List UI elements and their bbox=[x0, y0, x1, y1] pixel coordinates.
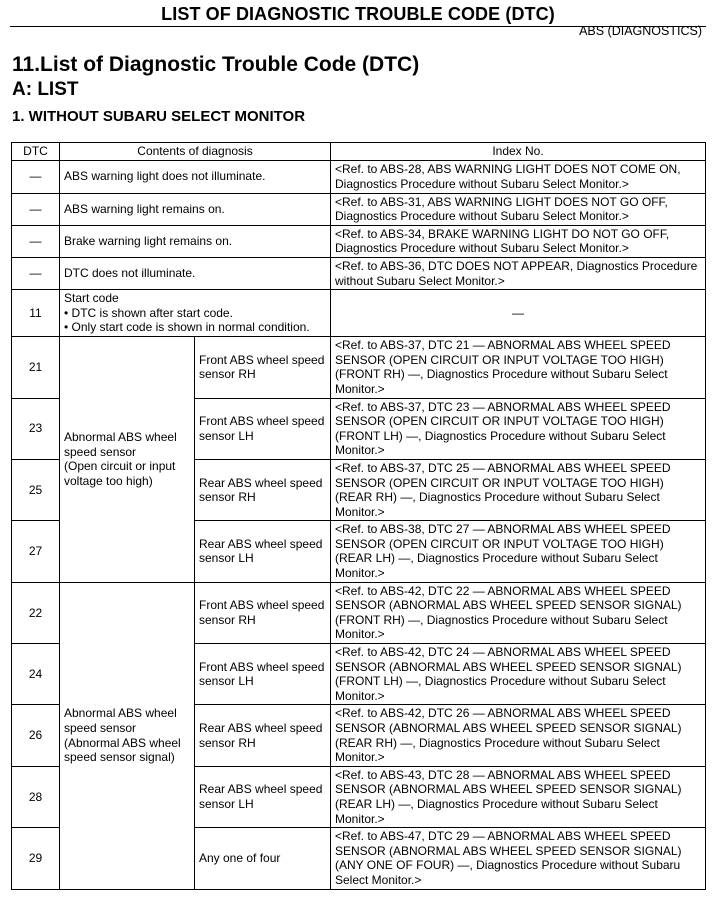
index-reference[interactable]: <Ref. to ABS-34, BRAKE WARNING LIGHT DO NOT GO OFF, Diagnostics Procedure without Subaru Select Monitor.> bbox=[331, 225, 706, 257]
index-reference[interactable]: <Ref. to ABS-42, DTC 22 — ABNORMAL ABS WHEEL SPEED SENSOR (ABNORMAL ABS WHEEL SPEED SENSOR SIGNAL) (FRONT RH) —, Diagnostics Procedure without Subaru Select Monitor.> bbox=[331, 582, 706, 643]
dtc-cell: — bbox=[12, 257, 60, 289]
table-row bbox=[12, 193, 706, 225]
group-label-cell bbox=[60, 337, 195, 583]
group-label: Abnormal ABS wheel speed sensor bbox=[64, 706, 177, 735]
section-tag: ABS (DIAGNOSTICS) bbox=[579, 24, 702, 38]
index-reference[interactable]: <Ref. to ABS-42, DTC 26 — ABNORMAL ABS WHEEL SPEED SENSOR (ABNORMAL ABS WHEEL SPEED SENSOR SIGNAL) (REAR RH) —, Diagnostics Procedure without Subaru Select Monitor.> bbox=[331, 705, 706, 766]
group-sublabel: (Abnormal ABS wheel speed sensor signal) bbox=[64, 735, 181, 765]
dtc-cell: 24 bbox=[12, 644, 60, 705]
dtc-cell: — bbox=[12, 160, 60, 193]
sensor-cell: Rear ABS wheel speed sensor RH bbox=[195, 705, 331, 766]
table-header-row bbox=[12, 143, 706, 161]
table-row bbox=[12, 582, 706, 643]
start-code-note: • DTC is shown after start code. bbox=[64, 305, 233, 320]
heading-main: 11.List of Diagnostic Trouble Code (DTC) bbox=[12, 53, 420, 76]
sensor-cell: Front ABS wheel speed sensor LH bbox=[195, 644, 331, 705]
sensor-cell: Front ABS wheel speed sensor LH bbox=[195, 398, 331, 459]
index-reference[interactable]: <Ref. to ABS-37, DTC 23 — ABNORMAL ABS WHEEL SPEED SENSOR (OPEN CIRCUIT OR INPUT VOLTAGE TOO HIGH) (FRONT LH) —, Diagnostics Procedure without Subaru Select Monitor.> bbox=[331, 398, 706, 459]
dtc-cell: 23 bbox=[12, 398, 60, 459]
index-reference[interactable]: <Ref. to ABS-43, DTC 28 — ABNORMAL ABS WHEEL SPEED SENSOR (ABNORMAL ABS WHEEL SPEED SENSOR SIGNAL) (REAR LH) —, Diagnostics Procedure without Subaru Select Monitor.> bbox=[331, 766, 706, 827]
dtc-cell: 27 bbox=[12, 521, 60, 582]
contents-cell: DTC does not illuminate. bbox=[60, 257, 331, 289]
group-sublabel: (Open circuit or input voltage too high) bbox=[64, 459, 176, 488]
dtc-cell: 22 bbox=[12, 582, 60, 643]
start-code-note: • Only start code is shown in normal condition. bbox=[64, 320, 310, 335]
index-reference[interactable]: <Ref. to ABS-31, ABS WARNING LIGHT DOES NOT GO OFF, Diagnostics Procedure without Subaru Select Monitor.> bbox=[331, 193, 706, 225]
contents-cell: ABS warning light remains on. bbox=[60, 193, 331, 225]
dtc-cell: 25 bbox=[12, 459, 60, 520]
start-code-label: Start code bbox=[64, 291, 119, 306]
sensor-cell: Front ABS wheel speed sensor RH bbox=[195, 582, 331, 643]
index-reference[interactable]: <Ref. to ABS-28, ABS WARNING LIGHT DOES NOT COME ON, Diagnostics Procedure without Subaru Select Monitor.> bbox=[331, 160, 706, 193]
page-header bbox=[0, 0, 716, 46]
contents-cell: ABS warning light does not illuminate. bbox=[60, 160, 331, 193]
sensor-cell: Rear ABS wheel speed sensor RH bbox=[195, 459, 331, 520]
table-row bbox=[12, 257, 706, 289]
heading-subsection: 1. WITHOUT SUBARU SELECT MONITOR bbox=[12, 108, 306, 125]
index-reference: — bbox=[331, 290, 706, 337]
dtc-cell: 11 bbox=[12, 290, 60, 337]
table-row bbox=[12, 290, 706, 337]
column-header-index: Index No. bbox=[331, 143, 706, 161]
document-title: LIST OF DIAGNOSTIC TROUBLE CODE (DTC) bbox=[161, 4, 555, 24]
sensor-cell: Any one of four bbox=[195, 828, 331, 889]
index-reference[interactable]: <Ref. to ABS-36, DTC DOES NOT APPEAR, Diagnostics Procedure without Subaru Select Monitor.> bbox=[331, 257, 706, 289]
dtc-cell: 21 bbox=[12, 337, 60, 398]
index-reference[interactable]: <Ref. to ABS-37, DTC 21 — ABNORMAL ABS WHEEL SPEED SENSOR (OPEN CIRCUIT OR INPUT VOLTAGE TOO HIGH) (FRONT RH) —, Diagnostics Procedure without Subaru Select Monitor.> bbox=[331, 337, 706, 398]
sensor-cell: Rear ABS wheel speed sensor LH bbox=[195, 521, 331, 582]
table-row bbox=[12, 160, 706, 193]
dtc-cell: 28 bbox=[12, 766, 60, 827]
table-row bbox=[12, 337, 706, 398]
dtc-table bbox=[11, 142, 706, 890]
heading-list: A: LIST bbox=[12, 79, 79, 100]
dtc-cell: — bbox=[12, 193, 60, 225]
contents-cell: Brake warning light remains on. bbox=[60, 225, 331, 257]
group-label-cell bbox=[60, 582, 195, 889]
column-header-dtc: DTC bbox=[12, 143, 60, 161]
dtc-cell: 26 bbox=[12, 705, 60, 766]
index-reference[interactable]: <Ref. to ABS-42, DTC 24 — ABNORMAL ABS WHEEL SPEED SENSOR (ABNORMAL ABS WHEEL SPEED SENSOR SIGNAL) (FRONT LH) —, Diagnostics Procedure without Subaru Select Monitor.> bbox=[331, 644, 706, 705]
dtc-cell: 29 bbox=[12, 828, 60, 889]
table-row bbox=[12, 225, 706, 257]
index-reference[interactable]: <Ref. to ABS-47, DTC 29 — ABNORMAL ABS WHEEL SPEED SENSOR (ABNORMAL ABS WHEEL SPEED SENSOR SIGNAL) (ANY ONE OF FOUR) —, Diagnostics Procedure without Subaru Select Monitor.> bbox=[331, 828, 706, 889]
index-reference[interactable]: <Ref. to ABS-38, DTC 27 — ABNORMAL ABS WHEEL SPEED SENSOR (OPEN CIRCUIT OR INPUT VOLTAGE TOO HIGH) (REAR LH) —, Diagnostics Procedure without Subaru Select Monitor.> bbox=[331, 521, 706, 582]
contents-cell bbox=[60, 290, 331, 337]
index-reference[interactable]: <Ref. to ABS-37, DTC 25 — ABNORMAL ABS WHEEL SPEED SENSOR (OPEN CIRCUIT OR INPUT VOLTAGE TOO HIGH) (REAR RH) —, Diagnostics Procedure without Subaru Select Monitor.> bbox=[331, 459, 706, 520]
sensor-cell: Front ABS wheel speed sensor RH bbox=[195, 337, 331, 398]
dtc-cell: — bbox=[12, 225, 60, 257]
group-label: Abnormal ABS wheel speed sensor bbox=[64, 430, 177, 459]
sensor-cell: Rear ABS wheel speed sensor LH bbox=[195, 766, 331, 827]
column-header-contents: Contents of diagnosis bbox=[60, 143, 331, 161]
